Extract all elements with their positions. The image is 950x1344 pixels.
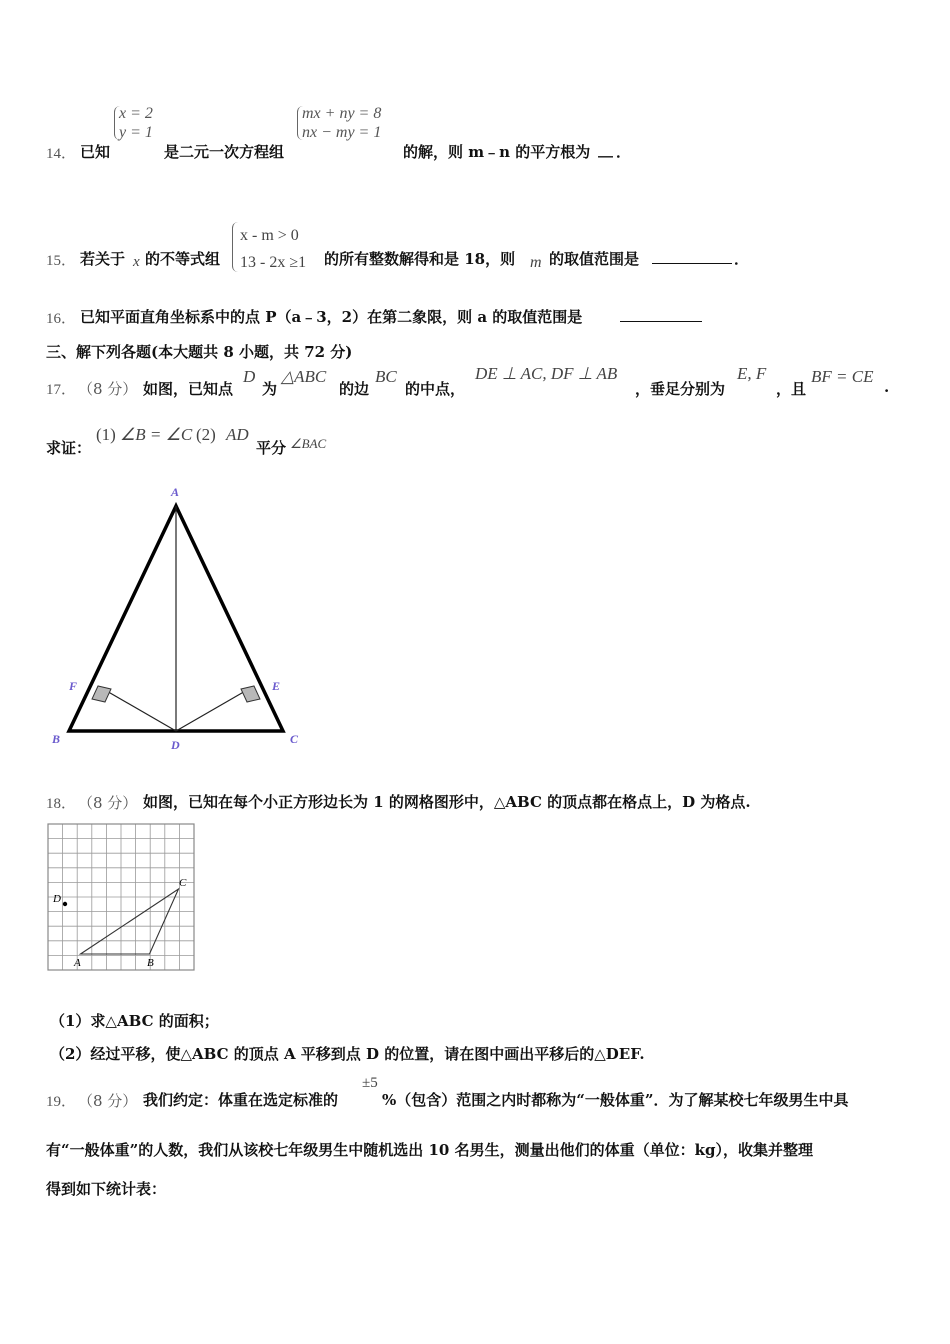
- q17-text-2: 为: [262, 380, 278, 398]
- q17-perpendiculars: DE ⊥ AC, DF ⊥ AB: [475, 364, 618, 383]
- grid-label-d: D: [53, 893, 61, 905]
- label-a: A: [171, 485, 180, 499]
- q14-system-2: mx + ny = 8 nx − my = 1: [302, 105, 382, 141]
- q16-number: 16．: [46, 311, 77, 327]
- q17-part-1-expr: ∠B = ∠C: [120, 425, 193, 444]
- q18-number: 18．: [46, 796, 77, 812]
- q16-text: 已知平面直角坐标系中的点 P（a﹣3，2）在第二象限，则 a 的取值范围是: [80, 308, 583, 326]
- q14-text-3: 的解，则 m﹣n 的平方根为: [403, 143, 591, 161]
- q18-part-2: （2）经过平移，使△ABC 的顶点 A 平移到点 D 的位置，请在图中画出平移后的△DEF.: [50, 1045, 645, 1063]
- section-3-heading: 三、解下列各题(本大题共 8 小题，共 72 分): [46, 343, 353, 361]
- q17-part-2-expr: AD: [226, 425, 249, 444]
- q17-part-2-text: 平分: [256, 439, 287, 457]
- q15-system: x - m > 0 13 - 2x ≥1: [240, 227, 307, 271]
- q19-line-3: 得到如下统计表：: [46, 1180, 167, 1198]
- q19-line-2: 有“一般体重”的人数，我们从该校七年级男生中随机选出 10 名男生，测量出他们的体重（单位：kg），收集并整理: [46, 1141, 813, 1159]
- q14-number: 14．: [46, 146, 77, 162]
- q17-end: .: [884, 378, 890, 396]
- q15-end: ．: [734, 250, 750, 268]
- triangle-abc-grid: [81, 889, 179, 954]
- q17-number: 17．: [46, 382, 77, 398]
- q14-end: ．: [616, 143, 632, 161]
- q17-figure: [40, 475, 320, 760]
- q17-prove-label: 求证：: [46, 439, 92, 457]
- q17-side-bc: BC: [375, 367, 397, 386]
- q16-blank: [620, 306, 702, 322]
- right-angle-mark-f: [92, 686, 111, 702]
- q17-equation: BF = CE: [811, 367, 874, 386]
- point-d: [63, 902, 67, 906]
- q18-grid-figure: [46, 822, 198, 974]
- q15-text-1: 若关于: [80, 250, 126, 268]
- q17-score: （8 分）: [78, 380, 138, 398]
- grid-label-b: B: [147, 957, 154, 969]
- q17-text-1: 如图，已知点: [143, 380, 234, 398]
- q17-part-1-label: (1): [96, 425, 116, 444]
- q18-text: 如图，已知在每个小正方形边长为 1 的网格图形中，△ABC 的顶点都在格点上，D 为格点.: [143, 793, 751, 811]
- q19-text-1: 我们约定：体重在选定标准的: [143, 1091, 339, 1109]
- label-c: C: [290, 732, 299, 746]
- q17-point-d: D: [243, 367, 256, 386]
- label-d: D: [171, 738, 180, 752]
- grid-lines: [48, 824, 194, 970]
- q19-number: 19．: [46, 1094, 77, 1110]
- q19-plus-minus: ±5: [362, 1075, 378, 1091]
- q18-part-1: （1）求△ABC 的面积；: [50, 1012, 219, 1030]
- q17-text-6: ，且: [776, 380, 807, 398]
- q17-triangle: △ABC: [281, 367, 327, 386]
- q17-text-3: 的边: [339, 380, 370, 398]
- right-angle-mark-e: [241, 686, 260, 702]
- q14-text-2: 是二元一次方程组: [164, 143, 285, 161]
- q14-system-1: x = 2 y = 1: [119, 105, 153, 141]
- grid-label-a: A: [74, 957, 81, 969]
- grid-label-c: C: [179, 877, 187, 889]
- q17-text-4: 的中点，: [405, 380, 466, 398]
- q15-number: 15．: [46, 253, 77, 269]
- q15-text-3: 的所有整数解得和是 18，则: [324, 250, 516, 268]
- q17-part-2-angle: ∠BAC: [290, 436, 327, 451]
- q19-text-2: %（包含）范围之内时都称为“一般体重”．为了解某校七年级男生中具: [382, 1091, 849, 1109]
- q17-feet: E, F: [737, 364, 767, 383]
- q17-text-5: ，垂足分别为: [635, 380, 726, 398]
- q19-score: （8 分）: [78, 1092, 138, 1110]
- q14-text-1: 已知: [80, 143, 111, 161]
- q15-var-m: m: [530, 254, 542, 271]
- q15-brace: [232, 222, 238, 272]
- label-f: F: [69, 679, 78, 693]
- label-b: B: [52, 732, 61, 746]
- q18-score: （8 分）: [78, 794, 138, 812]
- q17-part-2-label: (2): [196, 425, 216, 444]
- q15-var-x: x: [133, 254, 140, 270]
- q15-text-2: 的不等式组: [145, 250, 221, 268]
- q15-blank: [652, 248, 732, 264]
- q14-blank: __: [598, 140, 613, 158]
- q15-text-4: 的取值范围是: [549, 250, 640, 268]
- label-e: E: [272, 679, 281, 693]
